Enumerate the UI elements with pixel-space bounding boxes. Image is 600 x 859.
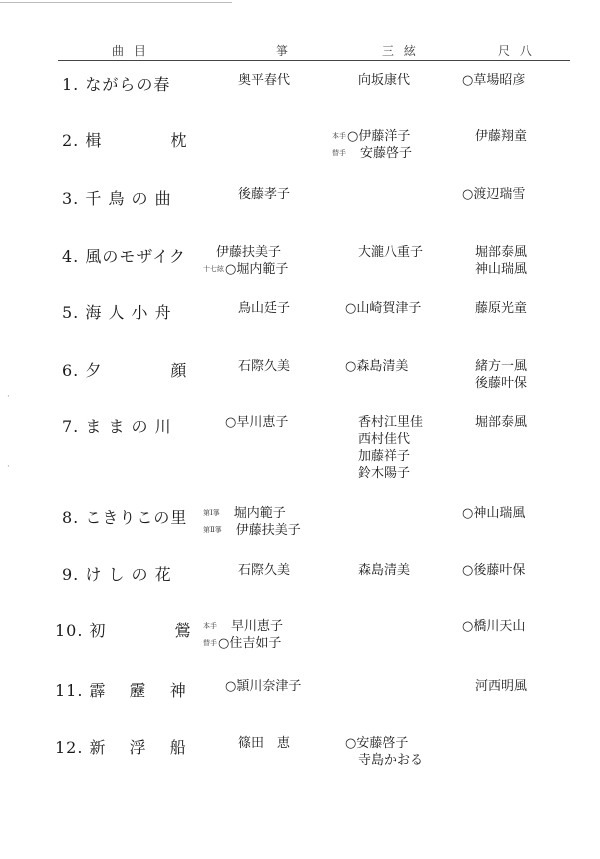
part-label: 本手 [332, 132, 346, 140]
shamisen-performer: 香村江里佳 [345, 415, 424, 430]
koto-cell [225, 414, 288, 431]
piece-title: 7. ま ま の 川 [62, 417, 172, 436]
koto-cell [225, 735, 290, 752]
shakuhachi-cell [462, 505, 525, 522]
part-label: 第Ⅰ箏 [203, 509, 220, 517]
koto-cell [225, 562, 290, 579]
piece-title: 9. け し の 花 [62, 565, 172, 584]
koto-performer [203, 261, 288, 278]
koto-performer [203, 635, 283, 652]
part-label: 十七絃 [203, 265, 224, 273]
shamisen-performer [332, 145, 412, 162]
shamisen-cell [345, 735, 423, 769]
shamisen-performer: 鈴木陽子 [345, 466, 411, 481]
part-label: 替手 [203, 639, 217, 647]
header-shamisen: 三 絃 [382, 44, 419, 58]
koto-performer: 伊藤扶美子 [203, 245, 282, 260]
koto-performer: 石際久美 [225, 563, 291, 578]
shakuhachi-performer: 河西明風 [462, 679, 528, 694]
shakuhachi-performer: ○草場昭彦 [462, 73, 526, 88]
shakuhachi-cell [462, 678, 527, 695]
header-koto: 箏 [276, 44, 292, 58]
koto-performer [203, 505, 301, 522]
shamisen-cell [345, 562, 410, 579]
shamisen-performer: ○安藤啓子 [345, 736, 409, 751]
piece-title: 10. 初 鶯 [55, 621, 192, 640]
koto-performer: 石際久美 [225, 359, 291, 374]
koto-cell [203, 618, 283, 652]
shakuhachi-performer: ○渡辺瑞雪 [462, 187, 526, 202]
shakuhachi-performer: 緒方一風 [462, 359, 528, 374]
koto-performer [203, 618, 283, 635]
shakuhachi-performer: 後藤叶保 [462, 376, 528, 391]
shamisen-performer: 西村佳代 [345, 432, 411, 447]
part-label: 第Ⅱ箏 [203, 526, 222, 534]
koto-performer: 鳥山廷子 [225, 301, 291, 316]
shakuhachi-cell [462, 244, 527, 278]
shakuhachi-performer: 堀部泰風 [462, 245, 528, 260]
piece-title: 6. 夕 顔 [62, 361, 188, 380]
shamisen-cell [345, 72, 410, 89]
performer-name: 安藤啓子 [347, 146, 413, 161]
performer-name: ○伊藤洋子 [347, 129, 411, 144]
koto-performer: 後藤孝子 [225, 187, 291, 202]
koto-cell [225, 72, 290, 89]
piece-title: 5. 海 人 小 舟 [62, 303, 172, 322]
shakuhachi-cell [462, 300, 527, 317]
koto-performer: ○早川恵子 [225, 415, 289, 430]
shakuhachi-performer: ○神山瑞風 [462, 506, 526, 521]
shamisen-performer: 向坂康代 [345, 73, 411, 88]
margin-mark: · [7, 462, 10, 472]
header-piece: 曲 目 [112, 44, 149, 58]
koto-performer [203, 522, 301, 539]
piece-title: 4. 風のモザイク [62, 247, 186, 266]
header-rule [58, 60, 570, 61]
performer-name: ○住吉如子 [218, 636, 282, 651]
performer-name: 早川恵子 [218, 619, 284, 634]
koto-performer: ○頴川奈津子 [225, 679, 302, 694]
shakuhachi-cell [462, 414, 527, 431]
shakuhachi-cell [462, 562, 525, 579]
shakuhachi-cell [462, 72, 525, 89]
top-edge-rule [0, 2, 232, 3]
part-label: 本手 [203, 622, 217, 630]
shakuhachi-cell [462, 128, 527, 145]
piece-title: 12. 新 浮 船 [55, 738, 187, 757]
piece-title: 3. 千 鳥 の 曲 [62, 189, 172, 208]
shakuhachi-performer: ○後藤叶保 [462, 563, 526, 578]
shamisen-performer: 加藤祥子 [345, 449, 411, 464]
koto-cell [203, 244, 288, 278]
piece-title: 1. ながらの春 [62, 75, 171, 94]
shamisen-cell [345, 244, 423, 261]
shakuhachi-cell [462, 186, 525, 203]
koto-cell [225, 186, 290, 203]
shamisen-performer: ○森島清美 [345, 359, 409, 374]
shakuhachi-cell [462, 618, 525, 635]
part-label: 替手 [332, 149, 346, 157]
koto-cell [225, 300, 290, 317]
shakuhachi-performer: 伊藤翔童 [462, 129, 528, 144]
shamisen-performer: 大瀧八重子 [345, 245, 424, 260]
shamisen-performer: 寺島かおる [345, 753, 424, 768]
shamisen-performer [332, 128, 412, 145]
piece-title: 2. 楫 枕 [62, 131, 188, 150]
performer-name: 伊藤扶美子 [222, 523, 301, 538]
shamisen-performer: ○山崎賀津子 [345, 301, 422, 316]
piece-title: 8. こきりこの里 [62, 508, 188, 527]
shamisen-cell [345, 414, 423, 482]
koto-cell [203, 505, 301, 539]
koto-cell [225, 358, 290, 375]
performer-name: ○堀内範子 [225, 262, 289, 277]
shamisen-performer: 森島清美 [345, 563, 411, 578]
shamisen-cell [345, 358, 408, 375]
koto-performer: 篠田 恵 [225, 736, 291, 751]
koto-performer: 奥平春代 [225, 73, 291, 88]
shakuhachi-performer: 堀部泰風 [462, 415, 528, 430]
performer-name: 堀内範子 [220, 506, 286, 521]
shamisen-cell [345, 300, 421, 317]
margin-mark: · [7, 392, 10, 402]
shakuhachi-performer: ○橋川天山 [462, 619, 526, 634]
shakuhachi-performer: 藤原光童 [462, 301, 528, 316]
koto-cell [225, 678, 301, 695]
piece-title: 11. 霹 靂 神 [55, 681, 187, 700]
shamisen-cell [332, 128, 412, 162]
shakuhachi-performer: 神山瑞風 [462, 262, 528, 277]
shakuhachi-cell [462, 358, 527, 392]
header-shakuhachi: 尺 八 [498, 44, 535, 58]
